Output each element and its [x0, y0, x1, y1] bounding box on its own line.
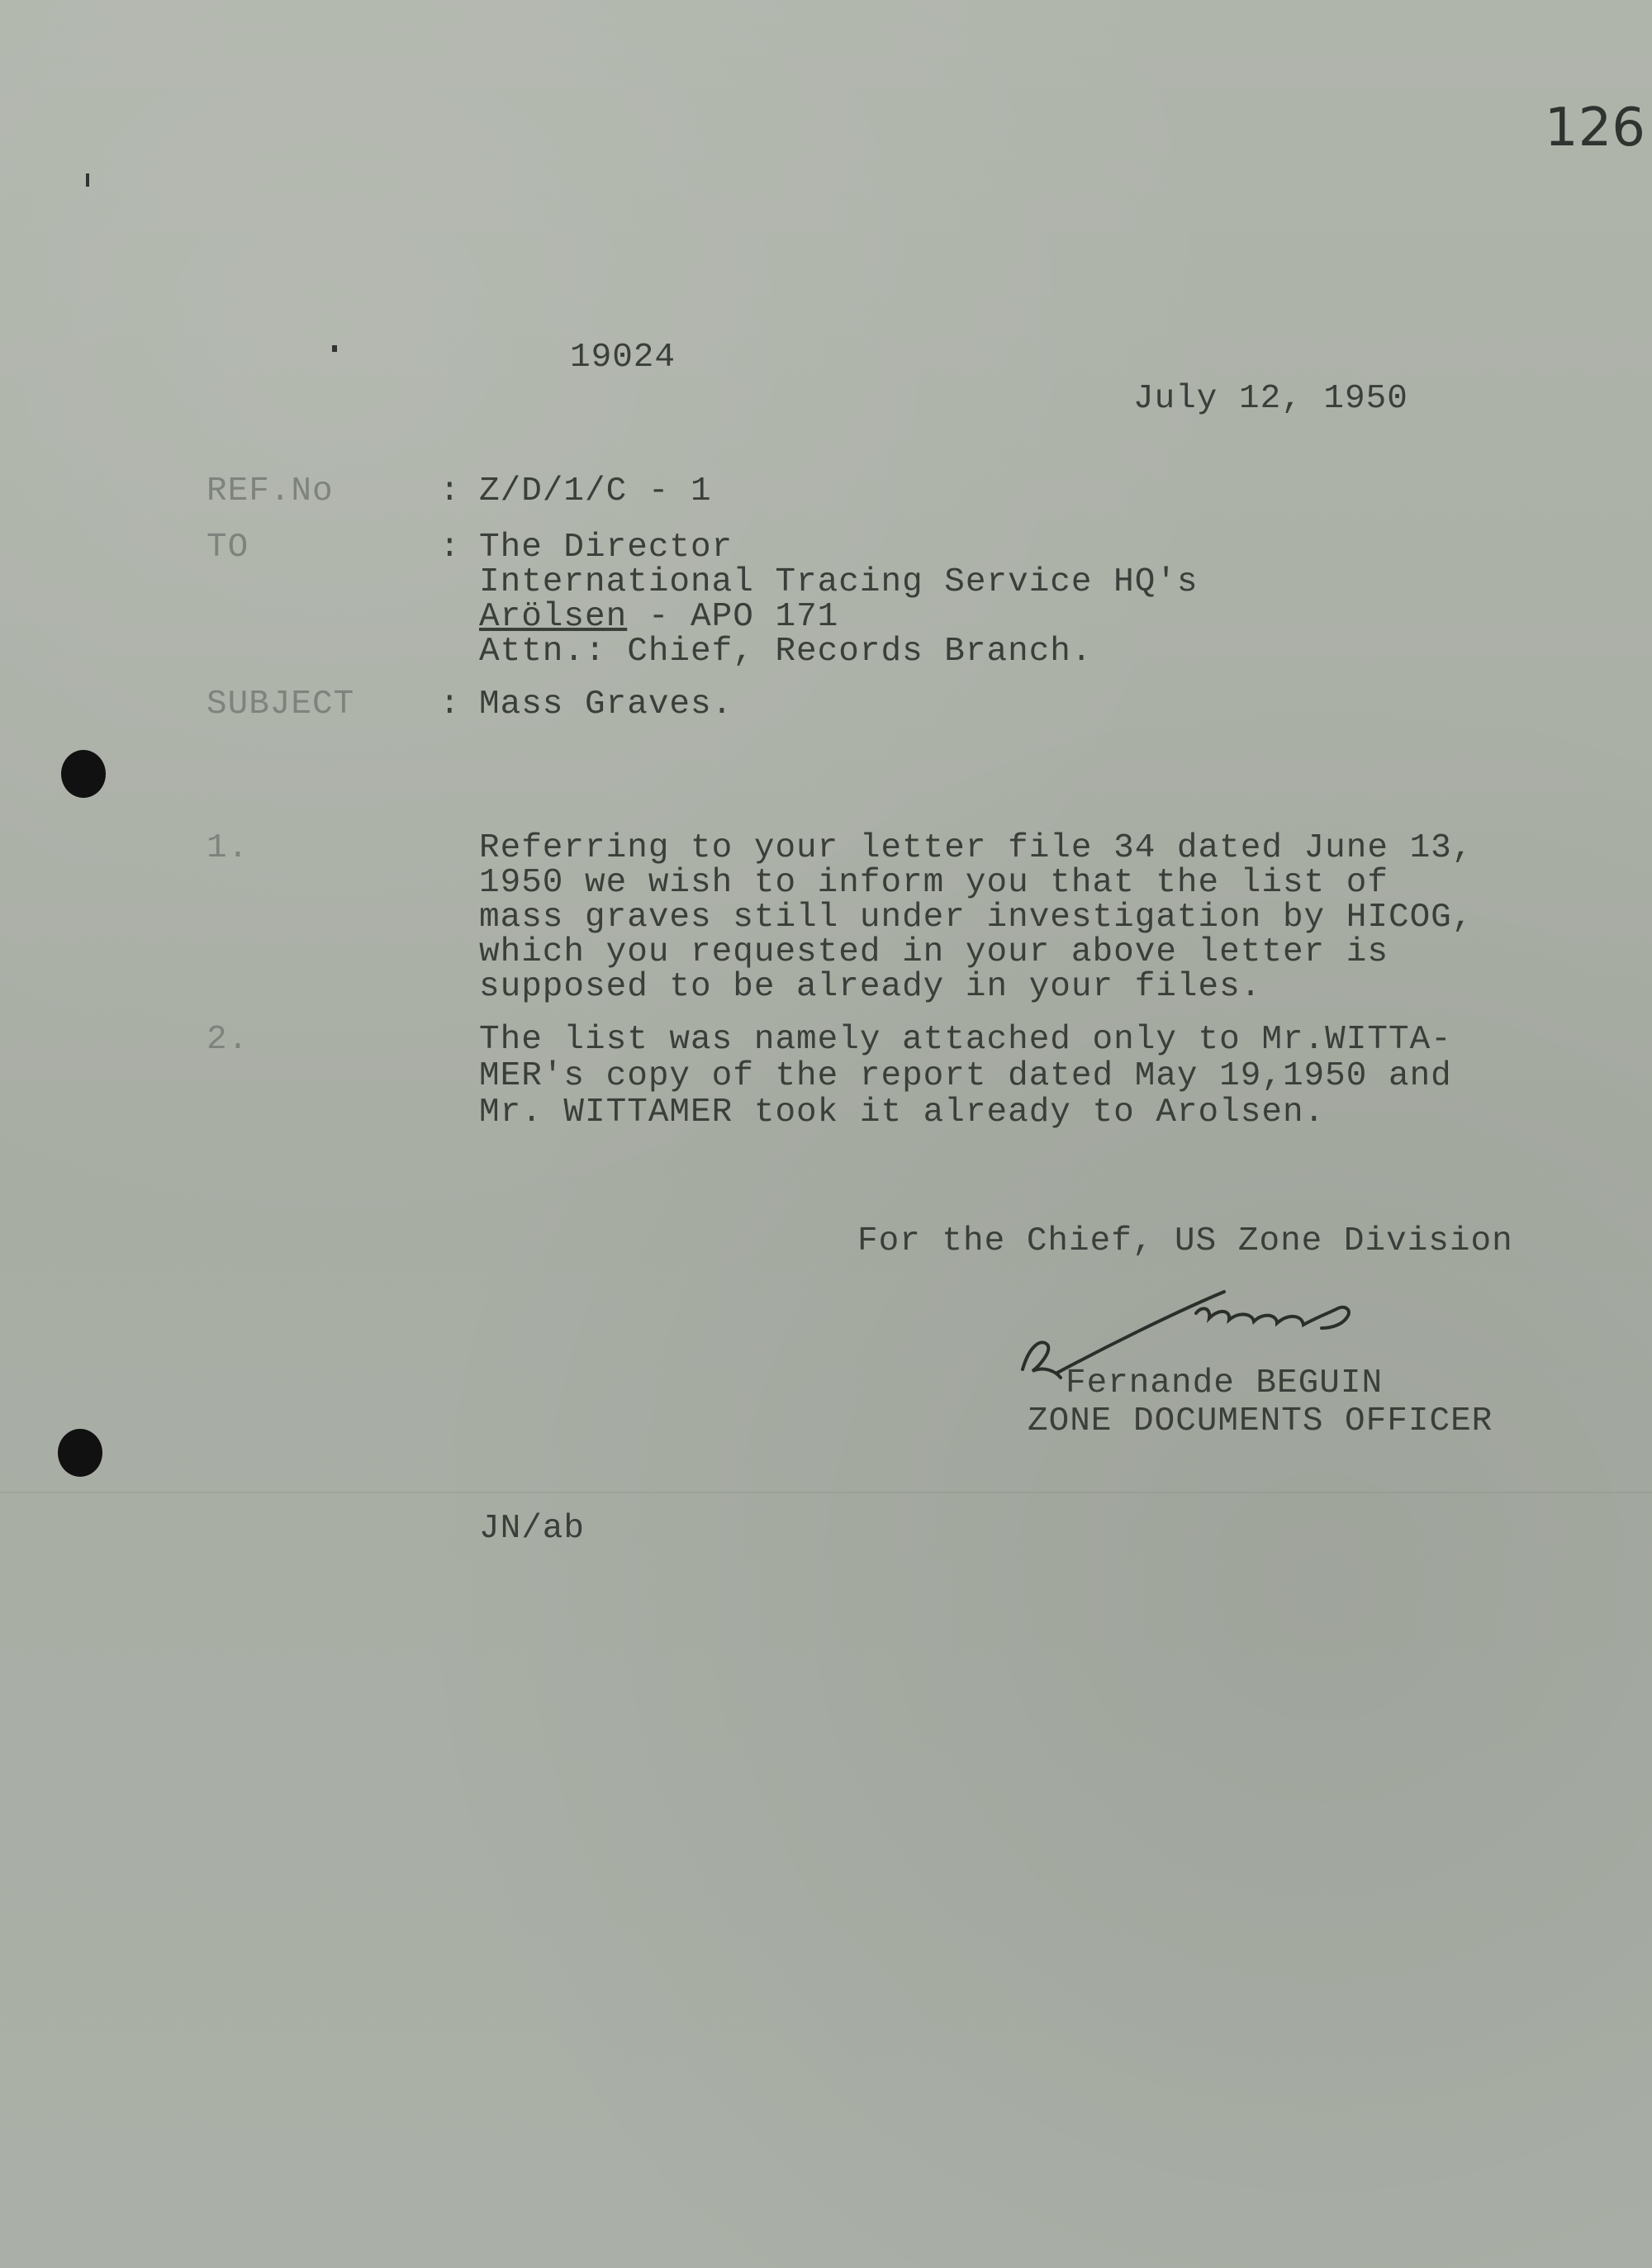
paragraph-number: 1.: [206, 829, 249, 867]
paragraph-line: Referring to your letter file 34 dated June 13,: [479, 829, 1474, 867]
addressee-place: Arölsen: [479, 598, 628, 636]
closing-line: For the Chief, US Zone Division: [857, 1222, 1513, 1260]
punch-hole: [58, 1429, 102, 1477]
punch-hole: [61, 750, 106, 798]
addressee-place-line: [479, 600, 838, 634]
margin-mark: [86, 173, 89, 187]
paragraph-line: Mr. WITTAMER took it already to Arolsen.: [479, 1094, 1326, 1132]
paragraph-line: mass graves still under investigation by HICOG,: [479, 899, 1474, 937]
subject-colon: :: [439, 686, 461, 724]
paragraph-line: 1950 we wish to inform you that the list of: [479, 864, 1389, 902]
paragraph-line: which you requested in your above letter is: [479, 933, 1389, 971]
addressee-apo: - APO 171: [648, 598, 839, 636]
margin-mark: [332, 345, 337, 352]
paper-fold: [0, 1492, 1652, 1493]
signer-title: ZONE DOCUMENTS OFFICER: [1028, 1402, 1493, 1440]
typist-initials: JN/ab: [479, 1510, 586, 1548]
signer-name: Fernande BEGUIN: [1066, 1364, 1384, 1402]
to-colon: :: [439, 529, 461, 567]
paragraph-line: MER's copy of the report dated May 19,1950 and: [479, 1057, 1452, 1095]
ref-colon: :: [439, 472, 461, 510]
subject-value: Mass Graves.: [479, 686, 733, 724]
paragraph-line: supposed to be already in your files.: [479, 968, 1262, 1006]
paragraph-line: The list was namely attached only to Mr.WITTA-: [479, 1021, 1452, 1059]
addressee-line: Attn.: Chief, Records Branch.: [479, 633, 1093, 671]
addressee-line: The Director: [479, 529, 733, 567]
reference-number: 19024: [570, 339, 676, 377]
addressee-line: International Tracing Service HQ's: [479, 563, 1199, 601]
letter-date: July 12, 1950: [1133, 380, 1408, 418]
ref-label: REF.No: [206, 472, 334, 510]
ref-value: Z/D/1/C - 1: [479, 472, 712, 510]
paragraph-number: 2.: [206, 1021, 249, 1059]
page-number: 126: [1544, 97, 1645, 159]
subject-label: SUBJECT: [206, 686, 355, 724]
to-label: TO: [206, 529, 249, 567]
